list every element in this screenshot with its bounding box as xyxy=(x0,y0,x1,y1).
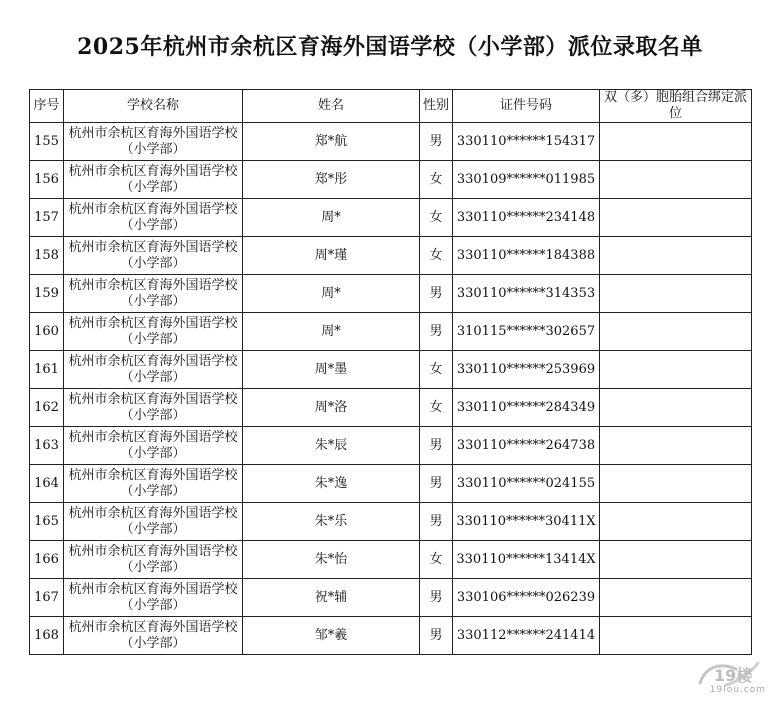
table-row xyxy=(30,427,752,465)
cell-student-name: 周*瑾 xyxy=(243,237,420,275)
table-row xyxy=(30,161,752,199)
cell-gender: 女 xyxy=(420,161,453,199)
watermark-text: 19lou.com xyxy=(709,685,766,695)
admission-table xyxy=(29,89,752,655)
table-row xyxy=(30,275,752,313)
cell-school: 杭州市余杭区育海外国语学校（小学部） xyxy=(64,617,243,655)
cell-student-name: 祝*辅 xyxy=(243,579,420,617)
cell-school: 杭州市余杭区育海外国语学校（小学部） xyxy=(64,465,243,503)
cell-twin-binding xyxy=(600,541,752,579)
cell-student-name: 周* xyxy=(243,199,420,237)
cell-school: 杭州市余杭区育海外国语学校（小学部） xyxy=(64,427,243,465)
table-row xyxy=(30,313,752,351)
cell-twin-binding xyxy=(600,503,752,541)
cell-gender: 女 xyxy=(420,237,453,275)
table-row xyxy=(30,617,752,655)
header-gender: 性别 xyxy=(420,90,453,123)
cell-gender: 男 xyxy=(420,427,453,465)
cell-school: 杭州市余杭区育海外国语学校（小学部） xyxy=(64,313,243,351)
cell-student-name: 郑*航 xyxy=(243,123,420,161)
table-body xyxy=(30,123,752,655)
cell-student-name: 周*洛 xyxy=(243,389,420,427)
header-school: 学校名称 xyxy=(64,90,243,123)
cell-gender: 女 xyxy=(420,199,453,237)
cell-id-number: 330110******314353 xyxy=(453,275,600,313)
cell-twin-binding xyxy=(600,351,752,389)
table-row xyxy=(30,199,752,237)
cell-id-number: 330110******264738 xyxy=(453,427,600,465)
cell-school: 杭州市余杭区育海外国语学校（小学部） xyxy=(64,123,243,161)
cell-twin-binding xyxy=(600,389,752,427)
cell-school: 杭州市余杭区育海外国语学校（小学部） xyxy=(64,237,243,275)
cell-student-name: 朱*乐 xyxy=(243,503,420,541)
cell-twin-binding xyxy=(600,617,752,655)
header-twin-binding: 双（多）胞胎组合绑定派位 xyxy=(600,90,752,123)
cell-student-name: 郑*彤 xyxy=(243,161,420,199)
cell-id-number: 330109******011985 xyxy=(453,161,600,199)
cell-student-name: 朱*逸 xyxy=(243,465,420,503)
table-header xyxy=(30,90,752,123)
table-row xyxy=(30,541,752,579)
table-row xyxy=(30,351,752,389)
cell-school: 杭州市余杭区育海外国语学校（小学部） xyxy=(64,351,243,389)
cell-gender: 男 xyxy=(420,275,453,313)
cell-twin-binding xyxy=(600,275,752,313)
cell-gender: 男 xyxy=(420,579,453,617)
svg-text:19楼: 19楼 xyxy=(714,666,753,685)
cell-twin-binding xyxy=(600,313,752,351)
cell-serial: 164 xyxy=(30,465,64,503)
cell-serial: 163 xyxy=(30,427,64,465)
cell-id-number: 330110******13414X xyxy=(453,541,600,579)
cell-serial: 158 xyxy=(30,237,64,275)
cell-student-name: 邹*羲 xyxy=(243,617,420,655)
header-name: 姓名 xyxy=(243,90,420,123)
cell-gender: 女 xyxy=(420,351,453,389)
cell-serial: 156 xyxy=(30,161,64,199)
cell-gender: 男 xyxy=(420,617,453,655)
cell-serial: 157 xyxy=(30,199,64,237)
cell-student-name: 周* xyxy=(243,313,420,351)
table-row xyxy=(30,465,752,503)
cell-serial: 166 xyxy=(30,541,64,579)
cell-serial: 162 xyxy=(30,389,64,427)
cell-id-number: 330112******241414 xyxy=(453,617,600,655)
cell-school: 杭州市余杭区育海外国语学校（小学部） xyxy=(64,541,243,579)
cell-serial: 160 xyxy=(30,313,64,351)
cell-id-number: 330110******284349 xyxy=(453,389,600,427)
header-serial: 序号 xyxy=(30,90,64,123)
table-row xyxy=(30,579,752,617)
cell-id-number: 330110******024155 xyxy=(453,465,600,503)
cell-twin-binding xyxy=(600,427,752,465)
cell-serial: 167 xyxy=(30,579,64,617)
cell-student-name: 朱*怡 xyxy=(243,541,420,579)
cell-twin-binding xyxy=(600,161,752,199)
cell-id-number: 330110******253969 xyxy=(453,351,600,389)
cell-serial: 165 xyxy=(30,503,64,541)
table-row xyxy=(30,389,752,427)
cell-id-number: 310115******302657 xyxy=(453,313,600,351)
table-row xyxy=(30,237,752,275)
cell-gender: 男 xyxy=(420,503,453,541)
cell-twin-binding xyxy=(600,199,752,237)
cell-id-number: 330110******154317 xyxy=(453,123,600,161)
table-row xyxy=(30,123,752,161)
cell-serial: 155 xyxy=(30,123,64,161)
cell-school: 杭州市余杭区育海外国语学校（小学部） xyxy=(64,389,243,427)
cell-id-number: 330106******026239 xyxy=(453,579,600,617)
cell-id-number: 330110******184388 xyxy=(453,237,600,275)
cell-student-name: 周*墨 xyxy=(243,351,420,389)
cell-twin-binding xyxy=(600,579,752,617)
header-id-number: 证件号码 xyxy=(453,90,600,123)
cell-school: 杭州市余杭区育海外国语学校（小学部） xyxy=(64,579,243,617)
cell-gender: 女 xyxy=(420,389,453,427)
cell-school: 杭州市余杭区育海外国语学校（小学部） xyxy=(64,161,243,199)
cell-school: 杭州市余杭区育海外国语学校（小学部） xyxy=(64,503,243,541)
cell-student-name: 周* xyxy=(243,275,420,313)
cell-serial: 161 xyxy=(30,351,64,389)
page-title: 2025年杭州市余杭区育海外国语学校（小学部）派位录取名单 xyxy=(77,34,703,60)
cell-gender: 男 xyxy=(420,465,453,503)
cell-gender: 女 xyxy=(420,541,453,579)
cell-id-number: 330110******30411X xyxy=(453,503,600,541)
cell-gender: 男 xyxy=(420,313,453,351)
cell-school: 杭州市余杭区育海外国语学校（小学部） xyxy=(64,275,243,313)
site-watermark xyxy=(696,659,766,697)
cell-twin-binding xyxy=(600,237,752,275)
cell-school: 杭州市余杭区育海外国语学校（小学部） xyxy=(64,199,243,237)
cell-twin-binding xyxy=(600,465,752,503)
cell-twin-binding xyxy=(600,123,752,161)
cell-serial: 159 xyxy=(30,275,64,313)
table-row xyxy=(30,503,752,541)
cell-id-number: 330110******234148 xyxy=(453,199,600,237)
cell-serial: 168 xyxy=(30,617,64,655)
cell-gender: 男 xyxy=(420,123,453,161)
cell-student-name: 朱*辰 xyxy=(243,427,420,465)
